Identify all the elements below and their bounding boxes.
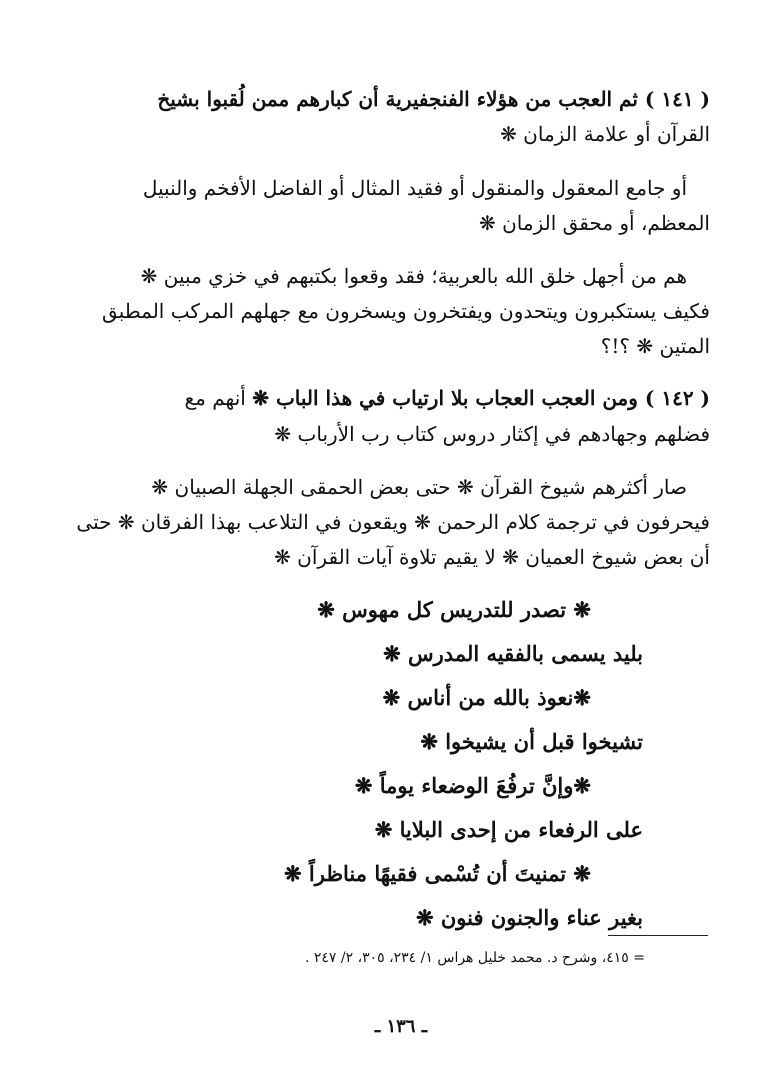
verse-line: بليد يسمى بالفقيه المدرس ❋	[383, 641, 643, 666]
para142-heading: ( ١٤٢ ) ومن العجب العجاب بلا ارتياب في هذا الباب ❋	[252, 386, 710, 410]
page-number: ـ ١٣٦ ـ	[374, 1016, 427, 1037]
verse-line: ❋ تمنيتَ أن تُسْمى فقيهًا مناظراً ❋	[283, 861, 591, 886]
verse-line: ❋وإنَّ ترفُعَ الوضعاء يوماً ❋	[354, 773, 591, 798]
para3-line3: المتين ❋ ؟!؟	[600, 334, 710, 358]
verse-line: على الرفعاء من إحدى البلايا ❋	[374, 817, 643, 842]
para142-line1	[184, 384, 710, 412]
para141-line2: القرآن أو علامة الزمان ❋	[500, 122, 710, 146]
verse-line: ❋نعوذ بالله من أناس ❋	[382, 685, 591, 710]
para3-line2: فكيف يستكبرون ويتحدون ويفتخرون ويسخرون مع جهلهم المركب المطبق	[102, 299, 710, 323]
para142-line2: فضلهم وجهادهم في إكثار دروس كتاب رب الأرباب ❋	[274, 422, 710, 446]
para5-line3: أن بعض شيوخ العميان ❋ لا يقيم تلاوة آيات القرآن ❋	[274, 545, 710, 569]
para5-line2: فيحرفون في ترجمة كلام الرحمن ❋ ويقعون في التلاعب بهذا الفرقان ❋ حتى	[76, 510, 710, 534]
para2-line1: أو جامع المعقول والمنقول أو فقيد المثال أو الفاضل الأفخم والنبيل	[142, 176, 687, 200]
para142-line1-rest: أنهم مع	[184, 386, 253, 410]
footnote-rule	[608, 935, 708, 936]
para5-line1: صار أكثرهم شيوخ القرآن ❋ حتى بعض الحمقى الجهلة الصبيان ❋	[151, 475, 687, 499]
verse-line: بغير عناء والجنون فنون ❋	[415, 905, 643, 930]
verse-line: ❋ تصدر للتدريس كل مهوس ❋	[317, 597, 591, 622]
verse-line: تشيخوا قبل أن يشيخوا ❋	[420, 729, 643, 754]
footnote: = ٤١٥، وشرح د. محمد خليل هراس ١/ ٢٣٤، ٣٠٥، ٢/ ٢٤٧ .	[304, 950, 645, 966]
para141-line1: ( ١٤١ ) ثم العجب من هؤلاء الفنجفيرية أن كبارهم ممن لُقبوا بشيخ	[157, 87, 710, 111]
para3-line1: هم من أجهل خلق الله بالعربية؛ فقد وقعوا بكتبهم في خزي مبين ❋	[140, 264, 687, 288]
para2-line2: المعظم، أو محقق الزمان ❋	[478, 211, 710, 235]
